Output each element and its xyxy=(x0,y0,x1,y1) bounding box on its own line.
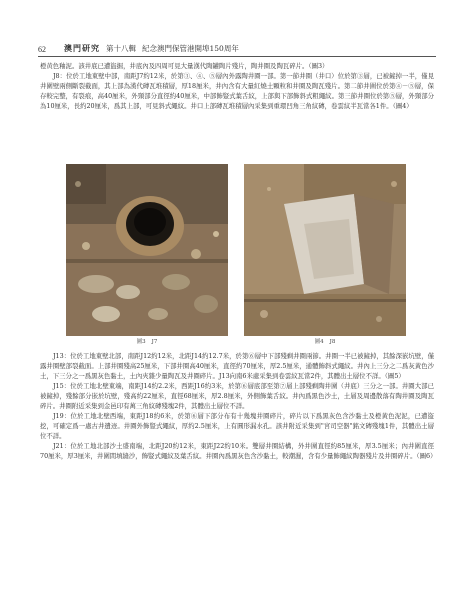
running-header xyxy=(38,40,436,54)
figure-3-label: 圖3 xyxy=(136,339,146,345)
paragraph: J13：位於工地東壁北部，南距J12約12米，北距J14約12.7米，於第⑥層中下部殘剩井圈兩節。井圈一半已被鏟掉，其餘深嵌坑壁，僅露井圈壁部裂截面。上部井圈殘高25厘米，下部井圈高40厘米，直徑約70厘米，厚2.5厘米，通體飾斜式繩紋。井內上三分之二爲灰黃色沙土，下三分之一爲黑灰色黏土，土內夾雜少量陶瓦及井圈碎片。J13向南6米處采集到卷雲紋瓦當2件，其體出土層位不詳。（圖5） xyxy=(40,352,434,380)
paragraph: J15：位於工地北壁東端，南距J14約2.2米，西距J16約3米，於第⑥層底部至第⑦層上部殘剩陶井圍（井底）三分之一部。井圈大部已被鏟掉，殘餘部分嵌於坑壁，殘高約22厘米，直徑68厘米，厚2.8厘米，外側飾葉舌紋。井內爲黑色沙土，土層及周邊散落有陶井圈及陶瓦碎片。井圈附近采集到金邑印有萬三角紋磚殘塊2件，其體出土層位不詳。 xyxy=(40,382,434,410)
paragraph: 橙黄色釉泥。該井底已遭盜掘，井底內及四周可見大量漢代陶罐陶片殘片，陶井圈及陶瓦碎片。（圖3） xyxy=(40,62,329,70)
figure-4-caption xyxy=(244,337,406,345)
paragraph: J8：位於工地東壁中部，南距J7約12米，於第③、④、⑤層內外露陶井圈一部。第一節井圈（井口）位於第③層，已被鏟掉一半，僅見井圍壁兩側斷裂截面，其上部為漢代磚瓦堆積層，厚18厘米，井內含有大量紅燒土顆粒和井圈及陶瓦殘片。第二節井圍位於第④－⑤層，保存較完整，有裂痕，高40厘米，外頸部分直徑約40厘米，中部飾豎式葉舌紋，上部與下部飾斜式粗繩紋。第三節井圈位於第⑤層，外頸部分為10厘米，長約20厘米，爲其上部，可見斜式繩紋。井口上部磚瓦堆積層內采集到重環凹角三角紋磚，卷雲紋半瓦當各1件。（圖4） xyxy=(40,72,434,110)
figure-3-photo xyxy=(66,164,228,336)
figure-4-code: J8 xyxy=(329,339,336,345)
well-j8-photo xyxy=(244,164,406,336)
figure-3-caption xyxy=(66,337,228,345)
well-j7-photo xyxy=(66,164,228,336)
paragraph: J21：位於工地北部沙土盛南端，北距J20約12米，東距J22約10米。雙層井圈結構，外井圍直徑約85厘米，厚3.5厘米；內井圍直徑70厘米，厚3厘米，井圍間填縫沙，飾豎式繩紋及葉舌紋。井圈內爲黑灰色含沙黏土，較潮濕，含有少量飾繩紋陶器殘片及井圈碎片。（圖6） xyxy=(40,442,437,460)
body-text-bottom xyxy=(40,351,437,461)
journal-title: 澳門研究 xyxy=(64,43,100,53)
figure-row xyxy=(66,164,406,346)
page-number: 62 xyxy=(38,45,46,54)
body-text-top xyxy=(40,61,434,111)
figure-3-code: J7 xyxy=(151,339,158,345)
header-rule xyxy=(38,56,436,57)
figure-4-label: 圖4 xyxy=(314,339,324,345)
issue-subtitle: 紀念澳門保管港開埠150周年 xyxy=(142,44,239,53)
issue-label: 第十八輯 xyxy=(106,44,136,53)
paragraph: J19：位於工地北壁西端，東距J18約6米，於第⑥層下部分布有十幾塊井圈碎片，碎片以下爲黑灰色含沙黏土及橙黃色泥泥，已遭盜挖，可確定爲一處古井遺迹。井圈外飾豎式繩紋，厚約2.5厘米，上有圓形漏水孔。該井附近采集到"宮司空器"銘文磚殘塊1件，其體出土層位不詳。 xyxy=(40,412,434,440)
figure-4-photo xyxy=(244,164,406,336)
